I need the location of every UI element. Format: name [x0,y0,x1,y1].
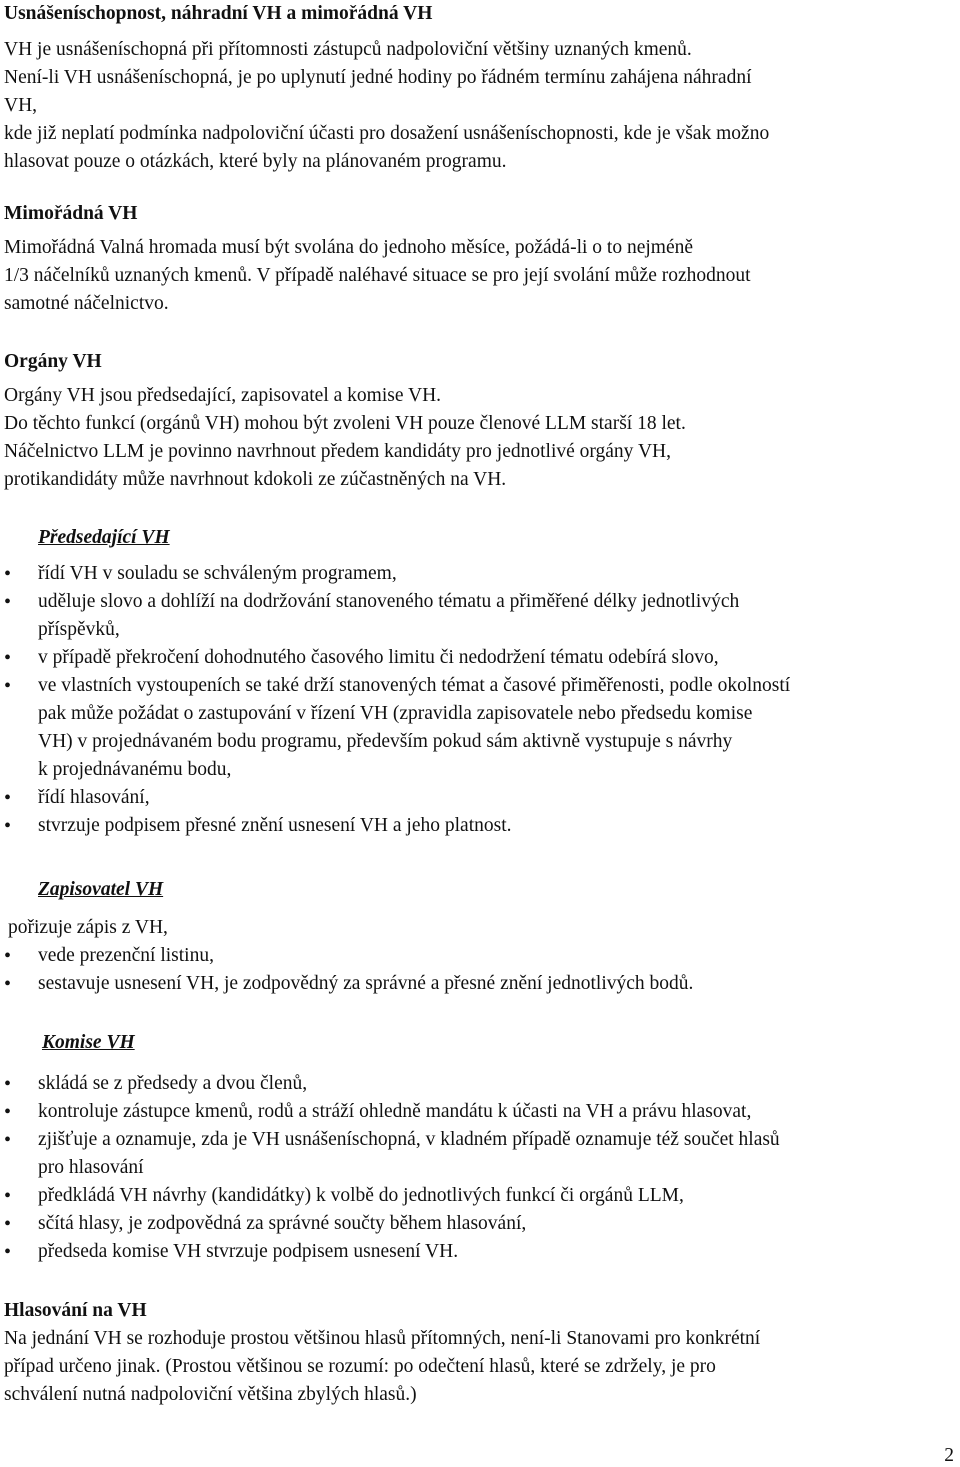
section-paragraph [4,1325,760,1409]
list-item [4,1126,956,1182]
text-line: Mimořádná Valná hromada musí být svolána do jednoho měsíce, požádá-li o to nejméně [4,237,694,258]
text-line: příspěvků, [38,619,120,640]
list-item [4,1210,956,1238]
text-line: • řídí VH v souladu se schváleným programem, [38,563,397,584]
text-line: • skládá se z předsedy a dvou členů, [38,1073,308,1094]
list-item [4,812,956,840]
text-line: 1/3 náčelníků uznaných kmenů. V případě naléhavé situace se pro její svolání může rozhodnout [4,265,751,286]
text-line: k projednávanému bodu, [38,759,232,780]
text-line: případ určeno jinak. (Prostou většinou se rozumí: po odečtení hlasů, které se zdržely, je pro [4,1356,716,1377]
text-line: • vede prezenční listinu, [38,945,214,966]
section-title: Orgány VH [4,351,102,372]
section-hlasovani [4,1297,760,1409]
text-line: • stvrzuje podpisem přesné znění usnesení VH a jeho platnost. [38,815,512,836]
list-item [4,672,956,784]
text-line: • sestavuje usnesení VH, je zodpovědný za správné a přesné znění jednotlivých bodů. [38,973,694,994]
text-line: samotné náčelnictvo. [4,293,169,314]
text-line: • předkládá VH návrhy (kandidátky) k volbě do jednotlivých funkcí či orgánů LLM, [38,1185,684,1206]
subsection-title: Předsedající VH [38,527,170,548]
text-line: • kontroluje zástupce kmenů, rodů a stráží ohledně mandátu k účasti na VH a právu hlasovat, [38,1101,752,1122]
section-paragraph [4,234,751,318]
text-line: kde již neplatí podmínka nadpoloviční účasti pro dosažení usnášeníschopnosti, kde je však možno [4,123,770,144]
text-line: • v případě překročení dohodnutého časového limitu či nedodržení tématu odebírá slovo, [38,647,719,668]
text-line: protikandidáty může navrhnout kdokoli ze zúčastněných na VH. [4,469,507,490]
section-mimoradna-vh [4,200,751,318]
text-line: VH, [4,95,38,116]
list-item [4,1238,956,1266]
text-line: pak může požádat o zastupování v řízení VH (zpravidla zapisovatele nebo předsedu komise [38,703,753,724]
list-item [4,970,956,998]
text-line: VH je usnášeníschopná při přítomnosti zástupců nadpoloviční většiny uznaných kmenů. [4,39,692,60]
text-line: • zjišťuje a oznamuje, zda je VH usnášeníschopná, v kladném případě oznamuje též součet hlasů [38,1129,780,1150]
text-line: • uděluje slovo a dohlíží na dodržování stanoveného tématu a přiměřené délky jednotlivých [38,591,740,612]
text-line: Orgány VH jsou předsedající, zapisovatel a komise VH. [4,385,442,406]
section-paragraph [4,382,686,494]
bullet-list [4,1070,956,1266]
list-item [4,588,956,644]
subsection-title: Zapisovatel VH [38,879,164,900]
list-item [4,644,956,672]
text-line: • sčítá hlasy, je zodpovědná za správné součty během hlasování, [38,1213,527,1234]
section-paragraph [4,36,769,176]
list-item [4,784,956,812]
list-item [4,560,956,588]
text-line: schválení nutná nadpoloviční většina zbylých hlasů.) [4,1384,417,1405]
section-organy-vh [4,348,686,494]
subsection-intro: pořizuje zápis z VH, [8,917,168,938]
section-title: Hlasování na VH [4,1300,147,1321]
text-line: Není-li VH usnášeníschopná, je po uplynutí jedné hodiny po řádném termínu zahájena náhradní [4,67,752,88]
subsection-predsedajici [4,524,956,840]
text-line: Do těchto funkcí (orgánů VH) mohou být zvoleni VH pouze členové LLM starší 18 let. [4,413,686,434]
text-line: Náčelnictvo LLM je povinno navrhnout předem kandidáty pro jednotlivé orgány VH, [4,441,671,462]
bullet-list [4,942,956,998]
text-line: • řídí hlasování, [38,787,150,808]
list-item [4,1182,956,1210]
text-line: • předseda komise VH stvrzuje podpisem usnesení VH. [38,1241,459,1262]
list-item [4,1070,956,1098]
list-item [4,942,956,970]
text-line: hlasovat pouze o otázkách, které byly na plánovaném programu. [4,151,507,172]
page-number: 2 [944,1445,954,1466]
text-line: pro hlasování [38,1157,144,1178]
list-item [4,1098,956,1126]
section-usnasenischopnost [4,0,769,176]
text-line: • ve vlastních vystoupeních se také drží stanovených témat a časové přiměřenosti, podle okolností [38,675,791,696]
bullet-list [4,560,956,840]
subsection-zapisovatel [4,876,956,998]
text-line: VH) v projednávaném bodu programu, především pokud sám aktivně vystupuje s návrhy [38,731,733,752]
section-title: Usnášeníschopnost, náhradní VH a mimořádná VH [4,3,433,24]
text-line: Na jednání VH se rozhoduje prostou většinou hlasů přítomných, není-li Stanovami pro konkrétní [4,1328,761,1349]
section-title: Mimořádná VH [4,203,138,224]
subsection-title: Komise VH [42,1032,135,1053]
subsection-komise [4,1029,956,1266]
